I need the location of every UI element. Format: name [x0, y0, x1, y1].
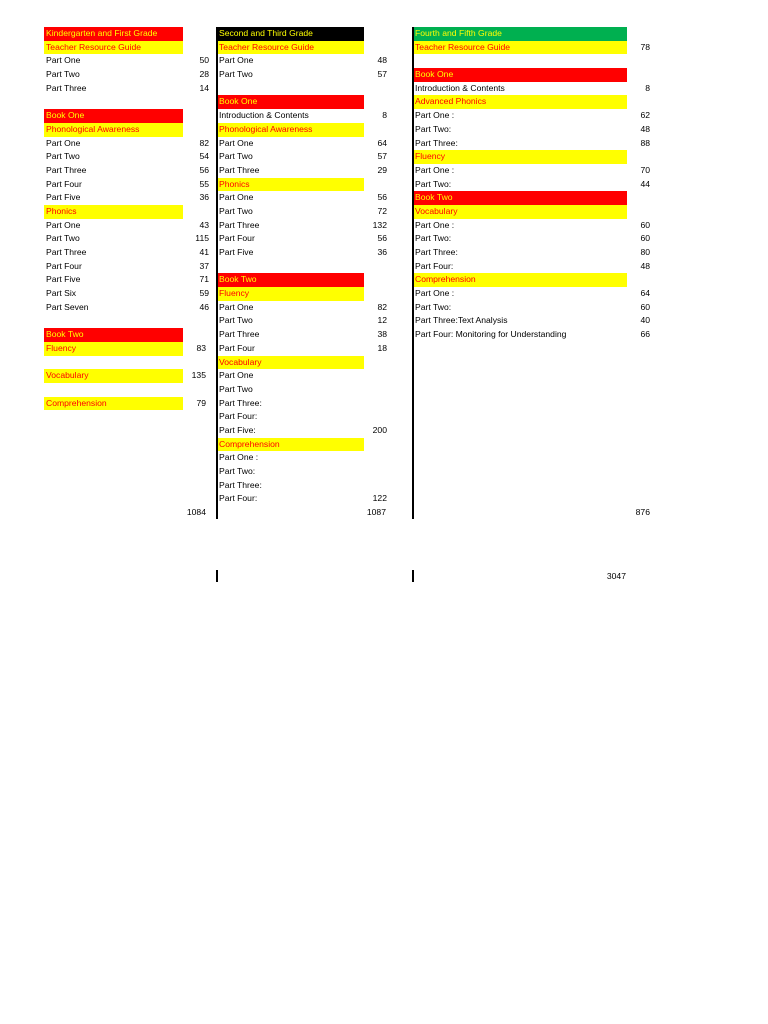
list-item — [217, 369, 389, 383]
list-item — [44, 137, 209, 151]
item-page-count: 48 — [640, 123, 650, 134]
item-page-count: 28 — [199, 69, 209, 80]
list-item — [217, 301, 389, 315]
list-item — [217, 342, 389, 356]
item-label: Part Three — [46, 164, 87, 175]
item-page-count: 60 — [640, 233, 650, 244]
item-label: Part Two — [219, 315, 253, 326]
spacer — [44, 438, 209, 452]
section-header-bar — [217, 178, 364, 192]
item-label: Part One — [219, 55, 254, 66]
section-header-bar — [44, 27, 183, 41]
list-item — [217, 246, 389, 260]
list-item — [44, 150, 209, 164]
list-item — [413, 260, 653, 274]
section-header-bar — [217, 273, 364, 287]
list-item — [44, 191, 209, 205]
section-header — [217, 178, 389, 192]
list-item — [44, 260, 209, 274]
item-page-count: 43 — [199, 219, 209, 230]
item-page-count: 44 — [640, 178, 650, 189]
list-item — [413, 123, 653, 137]
list-item — [217, 232, 389, 246]
section-header — [217, 356, 389, 370]
item-label: Part Three: — [219, 479, 262, 490]
list-item — [217, 54, 389, 68]
section-header-label: Book One — [46, 110, 85, 121]
item-label: Part One : — [415, 164, 455, 175]
item-label: Part Three — [219, 219, 260, 230]
item-page-count: 37 — [199, 260, 209, 271]
item-label: Part Two: — [415, 123, 452, 134]
section-header-label: Phonics — [46, 205, 77, 216]
item-label: Part Seven — [46, 301, 89, 312]
item-page-count: 48 — [377, 55, 387, 66]
section-header-label: Kindergarten and First Grade — [46, 28, 158, 38]
section-header — [413, 27, 653, 41]
section-header-label: Fluency — [219, 288, 250, 299]
column-fourth-fifth-grade — [413, 27, 653, 342]
list-item — [413, 109, 653, 123]
section-header — [413, 95, 653, 109]
section-header — [413, 150, 653, 164]
item-page-count: 50 — [199, 55, 209, 66]
section-header-bar — [44, 109, 183, 123]
item-label: Part Five — [219, 247, 254, 257]
column-divider-right-lower — [412, 570, 414, 582]
list-item — [44, 54, 209, 68]
list-item — [413, 82, 653, 96]
item-label: Part Three — [46, 82, 87, 93]
section-header-bar — [413, 191, 627, 205]
item-label: Part Two — [46, 233, 80, 244]
list-item — [44, 219, 209, 233]
item-label: Part Two: — [415, 178, 452, 189]
section-header-label: Comprehension — [46, 397, 107, 408]
section-header — [44, 41, 209, 55]
item-label: Part Five — [46, 192, 81, 203]
col1-total: 1084 — [186, 507, 206, 517]
section-header — [413, 205, 653, 219]
section-header-value: 79 — [196, 397, 206, 408]
item-page-count: 122 — [372, 493, 387, 504]
list-item — [44, 82, 209, 96]
item-label: Part Four: — [219, 493, 258, 504]
spacer — [44, 314, 209, 328]
column-divider-left — [216, 27, 218, 519]
section-header-value: 135 — [191, 370, 206, 381]
spacer — [44, 95, 209, 109]
item-page-count: 60 — [640, 219, 650, 230]
item-label: Part Four: — [219, 411, 258, 422]
item-label: Part Two: — [415, 233, 452, 244]
list-item — [44, 301, 209, 315]
section-header-bar — [44, 328, 183, 342]
list-item — [217, 424, 389, 438]
item-page-count: 64 — [640, 288, 650, 299]
list-item — [217, 314, 389, 328]
grand-total: 3047 — [606, 571, 626, 581]
section-header-bar — [44, 123, 183, 137]
item-label: Introduction & Contents — [219, 110, 309, 121]
list-item — [217, 479, 389, 493]
column-divider-right — [412, 27, 414, 519]
item-label: Part Five: — [219, 424, 256, 435]
item-page-count: 88 — [640, 137, 650, 148]
section-header-bar — [217, 438, 364, 452]
spacer — [44, 356, 209, 370]
section-header-bar — [413, 68, 627, 82]
list-item — [413, 164, 653, 178]
item-page-count: 14 — [199, 82, 209, 93]
section-header-label: Vocabulary — [415, 205, 458, 216]
item-page-count: 40 — [640, 315, 650, 326]
section-header-bar — [44, 205, 183, 219]
section-header-value: 83 — [196, 342, 206, 353]
spacer — [44, 424, 209, 438]
item-label: Part One : — [415, 110, 455, 121]
list-item — [217, 465, 389, 479]
list-item — [44, 178, 209, 192]
section-header-label: Phonics — [219, 178, 250, 189]
section-header-label: Advanced Phonics — [415, 96, 487, 107]
item-label: Part Three — [219, 164, 260, 175]
list-item — [217, 68, 389, 82]
section-header — [217, 273, 389, 287]
item-label: Part Two: — [219, 466, 256, 476]
col2-total: 1087 — [366, 507, 386, 517]
list-item — [413, 232, 653, 246]
list-item — [217, 410, 389, 424]
item-page-count: 72 — [377, 205, 387, 216]
item-page-count: 56 — [199, 164, 209, 175]
section-header-label: Comprehension — [219, 438, 280, 449]
item-page-count: 115 — [195, 233, 209, 244]
item-label: Part One — [219, 370, 254, 381]
item-page-count: 56 — [377, 192, 387, 203]
item-label: Part Four — [219, 342, 255, 353]
list-item — [217, 137, 389, 151]
spacer — [44, 410, 209, 424]
item-page-count: 38 — [377, 329, 387, 340]
item-page-count: 46 — [199, 301, 209, 312]
list-item — [217, 492, 389, 506]
section-header-label: Book Two — [46, 329, 84, 340]
section-header-label: Teacher Resource Guide — [415, 41, 511, 52]
section-header — [44, 109, 209, 123]
col3-total: 876 — [635, 507, 650, 517]
section-header — [413, 68, 653, 82]
item-page-count: 8 — [382, 110, 387, 121]
section-header-bar — [44, 369, 183, 383]
item-page-count: 64 — [377, 137, 387, 148]
section-header-bar — [413, 273, 627, 287]
item-label: Part Three — [46, 247, 87, 257]
item-page-count: 132 — [372, 219, 387, 230]
item-page-count: 70 — [640, 164, 650, 175]
section-header-bar — [413, 150, 627, 164]
list-item — [413, 287, 653, 301]
list-item — [217, 219, 389, 233]
list-item — [44, 232, 209, 246]
list-item — [413, 178, 653, 192]
item-page-count: 55 — [199, 178, 209, 189]
section-header — [217, 123, 389, 137]
section-header-label: Phonological Awareness — [219, 123, 313, 134]
item-label: Part Four — [46, 260, 82, 271]
section-header-bar — [44, 41, 183, 55]
item-label: Part Three — [219, 329, 260, 340]
list-item — [44, 164, 209, 178]
item-page-count: 29 — [377, 164, 387, 175]
section-header-bar — [413, 41, 627, 55]
list-item — [44, 246, 209, 260]
section-header-bar — [217, 41, 364, 55]
list-item — [217, 451, 389, 465]
section-header — [44, 27, 209, 41]
spacer — [217, 82, 389, 96]
section-header-label: Teacher Resource Guide — [219, 41, 315, 52]
section-header — [413, 273, 653, 287]
item-label: Part Two — [46, 69, 80, 80]
section-header-value: 78 — [640, 41, 650, 52]
section-header-bar — [217, 123, 364, 137]
item-label: Part Three: — [415, 247, 458, 257]
section-header-label: Teacher Resource Guide — [46, 41, 142, 52]
section-header — [44, 342, 209, 356]
section-header — [217, 287, 389, 301]
item-page-count: 41 — [199, 247, 209, 257]
section-header-label: Book Two — [219, 274, 257, 285]
item-page-count: 71 — [199, 274, 209, 285]
item-page-count: 82 — [199, 137, 209, 148]
item-label: Part One : — [219, 452, 259, 463]
section-header-label: Comprehension — [415, 274, 476, 285]
section-header-label: Book One — [415, 69, 454, 80]
item-label: Part Four — [46, 178, 82, 189]
list-item — [413, 137, 653, 151]
item-page-count: 60 — [640, 301, 650, 312]
list-item — [413, 314, 653, 328]
item-label: Part One — [219, 137, 254, 148]
column-second-third-grade — [217, 27, 389, 506]
list-item — [217, 164, 389, 178]
item-page-count: 200 — [372, 424, 387, 435]
section-header-label: Fluency — [415, 151, 446, 162]
section-header — [44, 205, 209, 219]
section-header — [44, 123, 209, 137]
item-label: Part Two — [46, 151, 80, 162]
list-item — [44, 273, 209, 287]
item-page-count: 59 — [199, 288, 209, 299]
list-item — [413, 219, 653, 233]
item-page-count: 8 — [645, 82, 650, 93]
item-label: Introduction & Contents — [415, 82, 505, 93]
item-page-count: 57 — [377, 69, 387, 80]
item-page-count: 48 — [640, 260, 650, 271]
item-page-count: 80 — [640, 247, 650, 257]
spacer — [217, 260, 389, 274]
section-header-label: Fluency — [46, 342, 77, 353]
section-header — [44, 328, 209, 342]
spacer — [44, 465, 209, 479]
section-header-label: Phonological Awareness — [46, 123, 140, 134]
list-item — [44, 287, 209, 301]
item-label: Part Three:Text Analysis — [415, 315, 508, 326]
spacer — [44, 492, 209, 506]
item-label: Part Four: Monitoring for Understanding — [415, 329, 567, 340]
item-page-count: 36 — [377, 247, 387, 257]
item-page-count: 18 — [377, 342, 387, 353]
item-page-count: 66 — [640, 329, 650, 340]
section-header-label: Fourth and Fifth Grade — [415, 28, 502, 38]
section-header-bar — [217, 287, 364, 301]
list-item — [217, 328, 389, 342]
section-header-bar — [44, 397, 183, 411]
section-header — [44, 397, 209, 411]
section-header-label: Vocabulary — [219, 356, 262, 367]
spacer — [44, 451, 209, 465]
section-header-bar — [413, 95, 627, 109]
item-page-count: 56 — [377, 233, 387, 244]
spacer — [413, 54, 653, 68]
section-header — [44, 369, 209, 383]
section-header-bar — [217, 356, 364, 370]
item-label: Part Two: — [415, 301, 452, 312]
column-divider-left-lower — [216, 570, 218, 582]
item-page-count: 54 — [199, 151, 209, 162]
list-item — [217, 109, 389, 123]
column-kindergarten-first-grade — [44, 27, 209, 520]
item-label: Part Four — [219, 233, 255, 244]
section-header — [217, 438, 389, 452]
item-label: Part Two — [219, 383, 253, 394]
item-label: Part Two — [219, 69, 253, 80]
list-item — [217, 191, 389, 205]
list-item — [413, 301, 653, 315]
item-label: Part Six — [46, 288, 77, 299]
item-label: Part One — [219, 192, 254, 203]
list-item — [217, 150, 389, 164]
list-item — [44, 68, 209, 82]
item-label: Part Four: — [415, 260, 454, 271]
item-label: Part One : — [415, 288, 455, 299]
item-label: Part One — [46, 55, 81, 66]
section-header-label: Vocabulary — [46, 370, 89, 381]
item-page-count: 12 — [377, 315, 387, 326]
item-page-count: 82 — [377, 301, 387, 312]
spacer — [44, 479, 209, 493]
section-header — [413, 41, 653, 55]
list-item — [217, 205, 389, 219]
section-header-bar — [217, 95, 364, 109]
item-label: Part Three: — [219, 397, 262, 408]
section-header — [217, 27, 389, 41]
section-header-label: Book Two — [415, 192, 453, 203]
section-header-label: Book One — [219, 96, 258, 107]
item-label: Part Five — [46, 274, 81, 285]
item-page-count: 62 — [640, 110, 650, 121]
section-header-bar — [413, 205, 627, 219]
item-label: Part One — [46, 137, 81, 148]
section-header-label: Second and Third Grade — [219, 28, 313, 38]
item-label: Part One : — [415, 219, 455, 230]
item-label: Part Two — [219, 205, 253, 216]
list-item — [413, 246, 653, 260]
item-label: Part Two — [219, 151, 253, 162]
item-page-count: 36 — [199, 192, 209, 203]
item-page-count: 57 — [377, 151, 387, 162]
item-label: Part Three: — [415, 137, 458, 148]
section-header-bar — [413, 27, 627, 41]
item-label: Part One — [46, 219, 81, 230]
section-header-bar — [217, 27, 364, 41]
list-item — [217, 383, 389, 397]
list-item — [217, 397, 389, 411]
section-header — [413, 191, 653, 205]
item-label: Part One — [219, 301, 254, 312]
spacer — [44, 383, 209, 397]
section-header — [217, 41, 389, 55]
list-item — [413, 328, 653, 342]
section-header-bar — [44, 342, 183, 356]
section-header — [217, 95, 389, 109]
